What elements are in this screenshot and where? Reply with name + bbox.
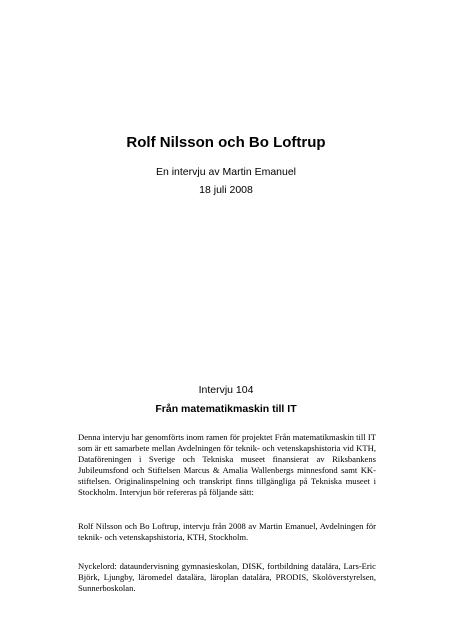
keywords-paragraph: Nyckelord: dataundervisning gymnasieskolan, DISK, fortbildning datalära, Lars-Eric Björk, Ljungby, läromedel datalära, läroplan datalära, PRODIS, Skolöverstyrelsen, Sunnerboskolan. (78, 561, 376, 593)
document-subtitle: En intervju av Martin Emanuel (155, 166, 297, 178)
intro-paragraph: Denna intervju har genomförts inom ramen för projektet Från matematikmaskin till IT som är ett samarbete mellan Avdelningen för teknik- och vetenskapshistoria vid KTH, Dataföreningen i Sverige och Tekniska museet finansierat av Riksbankens Jubileumsfond och Stiftelsen Marcus & Amalia Wallenbergs minnesfond samt KK-stiftelsen. Originalinspelning och transkript finns tillgängliga på Tekniska museet i Stockholm. Intervjun bör refereras på följande sätt: (78, 432, 376, 497)
project-title: Från matematikmaskin till IT (155, 403, 297, 415)
interview-date: 18 juli 2008 (199, 184, 253, 196)
document-title: Rolf Nilsson och Bo Loftrup (126, 134, 326, 151)
interview-number: Intervju 104 (198, 384, 254, 396)
citation-paragraph: Rolf Nilsson och Bo Loftrup, intervju från 2008 av Martin Emanuel, Avdelningen för teknik- och vetenskapshistoria, KTH, Stockholm. (78, 521, 376, 542)
